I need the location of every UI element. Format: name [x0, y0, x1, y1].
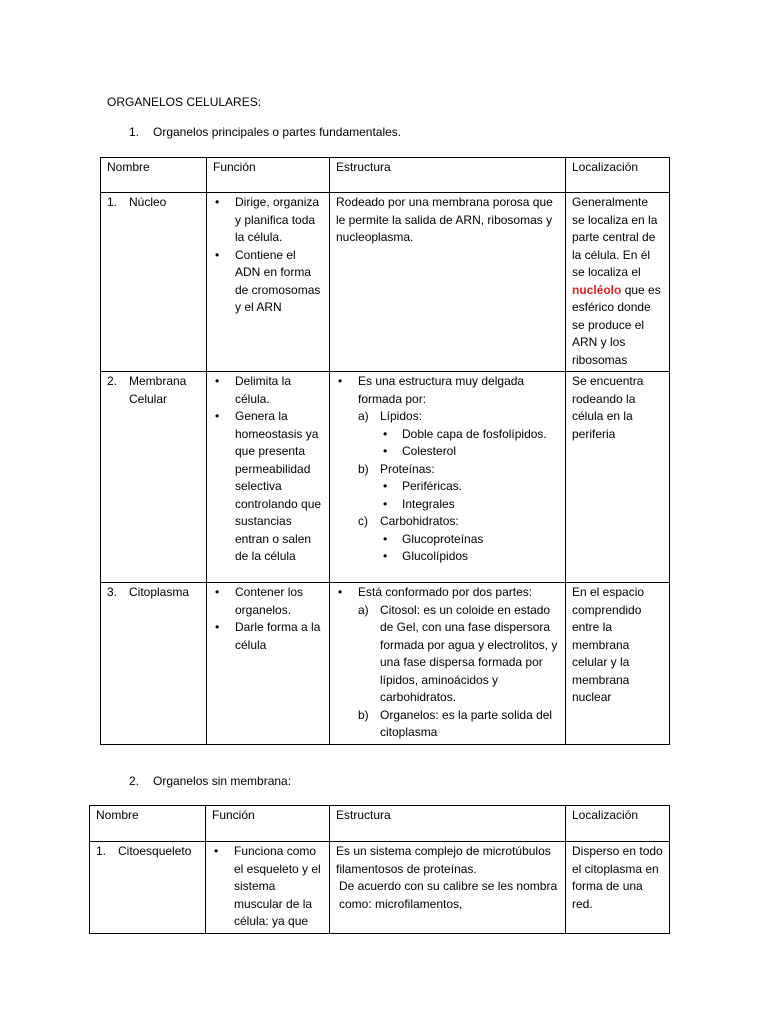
row-name: Citoesqueleto	[118, 844, 192, 858]
section-2-number: 2.	[129, 774, 140, 788]
row-estructura-cell	[330, 583, 566, 745]
section-2-title: Organelos sin membrana:	[153, 774, 292, 788]
list-item: • Funciona como el esqueleto y el sistema muscular de la célula: ya que	[212, 843, 323, 931]
list-item: • Glucoproteínas	[336, 531, 559, 549]
estructura-text: De acuerdo con su calibre se les nombra como: microfilamentos,	[339, 879, 558, 911]
localizacion-text: Se encuentra rodeando la célula en la periferia	[572, 374, 644, 441]
list-item: • Delimita la célula.	[213, 373, 323, 408]
row-number: 2.	[107, 374, 118, 388]
header-localizacion: Localización	[566, 158, 670, 193]
section-1-number: 1.	[129, 125, 140, 139]
row-estructura-cell	[330, 193, 566, 372]
localizacion-text: que es esférico donde se produce el ARN y los ribosomas	[572, 282, 661, 367]
list-item: • Es una estructura muy delgada formada por:	[336, 373, 559, 408]
row-funcion-cell	[207, 583, 330, 745]
table-row	[101, 372, 670, 583]
list-item: • Glucolípidos	[336, 548, 559, 566]
header-nombre: Nombre	[101, 158, 207, 193]
row-funcion-cell	[207, 372, 330, 583]
header-nombre: Nombre	[90, 806, 206, 842]
list-item: • Dirige, organiza y planifica toda la célula.	[213, 194, 323, 247]
header-localizacion: Localización	[566, 806, 670, 842]
localizacion-text: Generalmente se localiza en la parte central de la célula. En él se localiza el	[572, 195, 658, 279]
list-item: • Integrales	[336, 496, 559, 514]
list-item: • Periféricas.	[336, 478, 559, 496]
sublist-label: b) Proteínas:	[358, 461, 435, 476]
list-item: • Contener los organelos.	[213, 584, 323, 619]
row-funcion-cell	[207, 193, 330, 372]
section-2-heading	[129, 773, 291, 791]
row-name: Citoplasma	[129, 585, 190, 599]
row-localizacion-cell	[566, 372, 670, 583]
row-name-cell	[101, 193, 207, 372]
table-row	[101, 583, 670, 745]
table-row	[101, 193, 670, 372]
document-title: ORGANELOS CELULARES:	[107, 95, 262, 109]
table-header-row	[90, 806, 670, 842]
sublist-label: a) Lípidos:	[358, 409, 423, 423]
list-item: • Genera la homeostasis ya que presenta permeabilidad selectiva controlando que sustancias entran o salen de la célula	[213, 408, 323, 566]
organelles-table-2	[89, 805, 670, 934]
row-estructura-cell	[330, 842, 566, 934]
header-estructura: Estructura	[330, 806, 566, 842]
row-localizacion-cell	[566, 583, 670, 745]
row-localizacion-cell	[566, 842, 670, 934]
header-funcion: Función	[206, 806, 330, 842]
list-item: • Contiene el ADN en forma de cromosomas y el ARN	[213, 247, 323, 317]
localizacion-text: Disperso en todo el citoplasma en forma de una red.	[572, 844, 663, 911]
list-item: • Darle forma a la célula	[213, 619, 323, 654]
row-number: 1.	[96, 844, 107, 858]
section-1-heading	[129, 124, 401, 142]
row-number: 3.	[107, 585, 118, 599]
row-name-cell	[90, 842, 206, 934]
header-estructura: Estructura	[330, 158, 566, 193]
list-item: • Doble capa de fosfolípidos.	[336, 426, 559, 444]
list-item: • Colesterol	[336, 443, 559, 461]
row-name: Membrana Celular	[129, 374, 187, 406]
highlight-term: nucléolo	[572, 282, 622, 297]
sublist-item: a) Citosol: es un coloide en estado de Gel, con una fase dispersora formada por agua y electrolitos, y una fase dispersa formada por lípidos, aminoácidos y carbohidratos.	[358, 602, 558, 704]
row-name-cell	[101, 583, 207, 745]
header-funcion: Función	[207, 158, 330, 193]
row-number: 1.	[107, 195, 118, 209]
sublist-item: b) Organelos: es la parte solida del citoplasma	[358, 707, 553, 739]
organelles-table-1	[100, 157, 670, 745]
estructura-text: Rodeado por una membrana porosa que le permite la salida de ARN, ribosomas y nucleoplasma.	[336, 195, 553, 244]
table-row	[90, 842, 670, 934]
table-header-row	[101, 158, 670, 193]
localizacion-text: En el espacio comprendido entre la membrana celular y la membrana nuclear	[572, 585, 645, 704]
estructura-text: Es un sistema complejo de microtúbulos filamentosos de proteínas.	[336, 844, 551, 876]
row-localizacion-cell	[566, 193, 670, 372]
row-name: Núcleo	[129, 195, 167, 209]
row-name-cell	[101, 372, 207, 583]
list-item: • Está conformado por dos partes:	[336, 584, 559, 602]
row-funcion-cell	[206, 842, 330, 934]
section-1-title: Organelos principales o partes fundamentales.	[153, 125, 402, 139]
sublist-label: c) Carbohidratos:	[358, 514, 459, 528]
row-estructura-cell	[330, 372, 566, 583]
